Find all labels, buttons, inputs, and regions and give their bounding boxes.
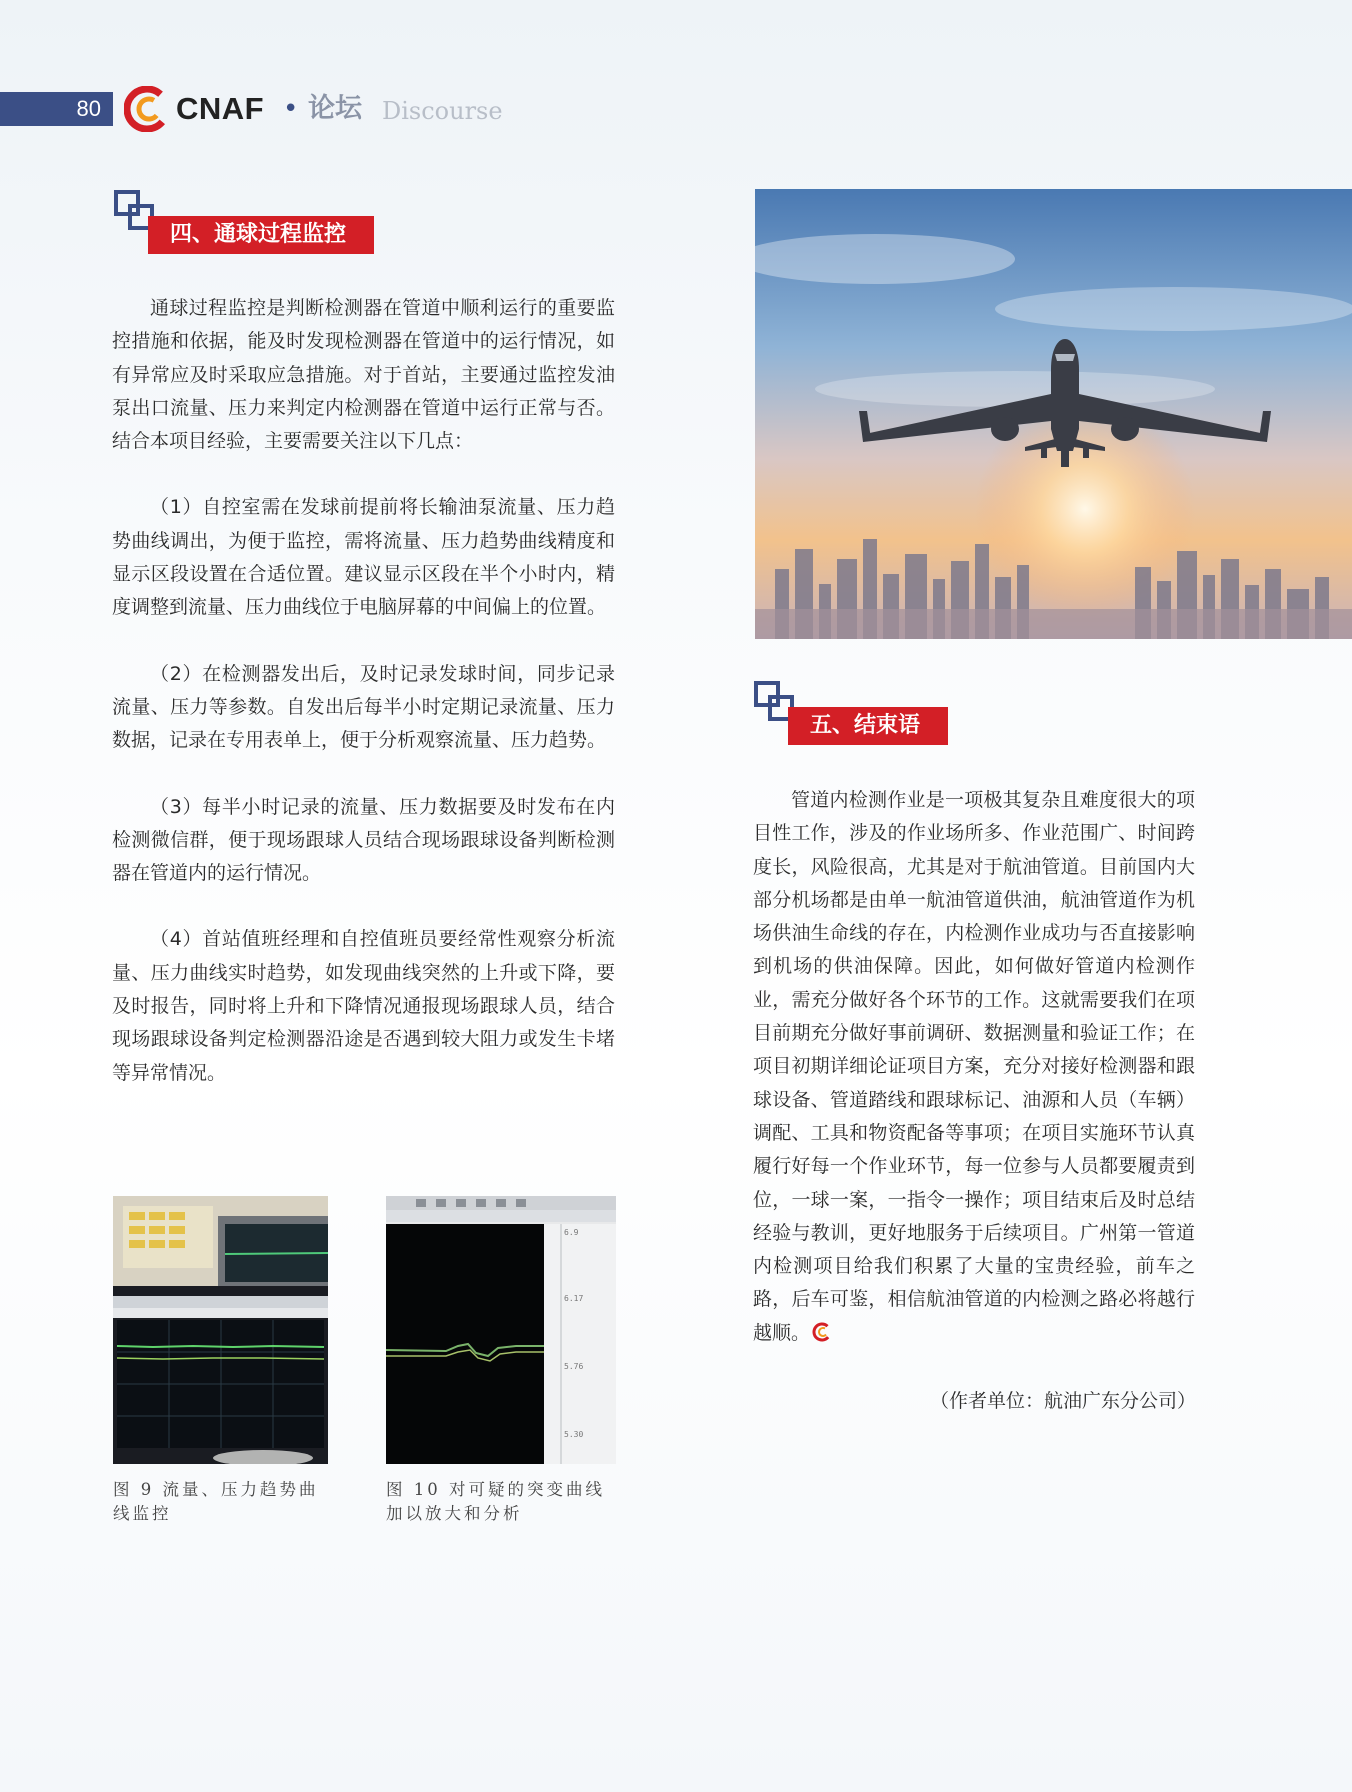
- end-mark-icon: [812, 1322, 832, 1342]
- paragraph: 通球过程监控是判断检测器在管道中顺利运行的重要监控措施和依据，能及时发现检测器在管道中的运行情况，如有异常应及时采取应急措施。对于首站，主要通过监控发油泵出口流量、压力来判定内检测器在管道中运行正常与否。结合本项目经验，主要需要关注以下几点：: [112, 297, 615, 453]
- section5-body: [753, 784, 1195, 1350]
- section5-title: 五、结束语: [788, 707, 948, 745]
- axis-tick-label: 6.17: [564, 1294, 584, 1303]
- paragraph: （4）首站值班经理和自控值班员要经常性观察分析流量、压力曲线实时趋势，如发现曲线突然的上升或下降，要及时报告，同时将上升和下降情况通报现场跟球人员，结合现场跟球设备判定检测器沿途是否遇到较大阻力或发生卡堵等异常情况。: [112, 928, 615, 1084]
- brand-name: CNAF: [176, 91, 265, 126]
- figure-10-caption: 图 10 对可疑的突变曲线加以放大和分析: [386, 1480, 605, 1523]
- cnaf-logo-icon: [124, 86, 170, 132]
- author-affiliation: （作者单位：航油广东分公司）: [930, 1390, 1197, 1412]
- axis-tick-label: 5.30: [564, 1430, 584, 1439]
- section4-body: [112, 292, 615, 1090]
- axis-tick-label: 5.76: [564, 1362, 584, 1371]
- paragraph: （1）自控室需在发球前提前将长输油泵流量、压力趋势曲线调出，为便于监控，需将流量、压力趋势曲线精度和显示区段设置在合适位置。建议显示区段在半个小时内，精度调整到流量、压力曲线位于电脑屏幕的中间偏上的位置。: [112, 496, 615, 619]
- section-name-en: Discourse: [382, 97, 503, 125]
- page-header: [0, 92, 620, 126]
- figure-10-image: [386, 1196, 616, 1464]
- airplane-hero-image: [755, 189, 1352, 639]
- section-name-cn: 论坛: [308, 93, 362, 124]
- brand-separator: •: [283, 94, 299, 124]
- section4-title: 四、通球过程监控: [148, 216, 374, 254]
- page-number: 80: [0, 92, 113, 126]
- paragraph: [753, 784, 1195, 1350]
- figure-9-image: [113, 1196, 328, 1464]
- curve-photo: [386, 1196, 616, 1464]
- paragraph: （3）每半小时记录的流量、压力数据要及时发布在内检测微信群，便于现场跟球人员结合现场跟球设备判断检测器在管道内的运行情况。: [112, 795, 615, 885]
- conclusion-text: 管道内检测作业是一项极其复杂且难度很大的项目性工作，涉及的作业场所多、作业范围广、时间跨度长，风险很高，尤其是对于航油管道。目前国内大部分机场都是由单一航油管道供油，航油管道作为机场供油生命线的存在，内检测作业成功与否直接影响到机场的供油保障。因此，如何做好管道内检测作业，需充分做好各个环节的工作。这就需要我们在项目前期充分做好事前调研、数据测量和验证工作；在项目初期详细论证项目方案，充分对接好检测器和跟球设备、管道踏线和跟球标记、油源和人员（车辆）调配、工具和物资配备等事项；在项目实施环节认真履行好每一个作业环节，每一位参与人员都要履责到位，一球一案，一指令一操作；项目结束后及时总结经验与教训，更好地服务于后续项目。广州第一管道内检测项目给我们积累了大量的宝贵经验，前车之路，后车可鉴，相信航油管道的内检测之路必将越行越顺。: [753, 789, 1195, 1344]
- monitor-photo: [113, 1196, 328, 1464]
- figure-9-caption: 图 9 流量、压力趋势曲线监控: [113, 1480, 319, 1523]
- axis-tick-label: 6.9: [564, 1228, 579, 1237]
- paragraph: （2）在检测器发出后，及时记录发球时间，同步记录流量、压力等参数。自发出后每半小时定期记录流量、压力数据，记录在专用表单上，便于分析观察流量、压力趋势。: [112, 662, 615, 752]
- airplane-illustration: [755, 189, 1352, 639]
